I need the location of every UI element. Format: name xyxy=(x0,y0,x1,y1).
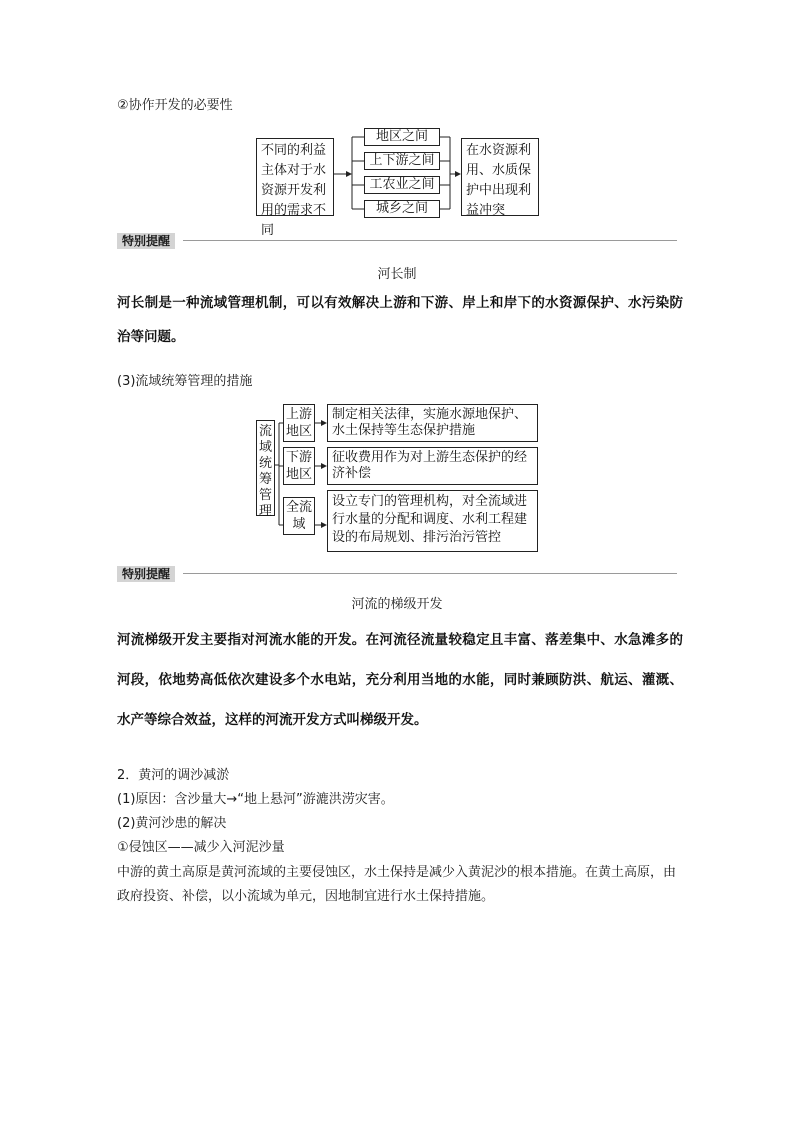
diagram2-label-whole-basin: 全流域 xyxy=(283,497,315,535)
diagram2-desc-upstream: 制定相关法律，实施水源地保护、水土保持等生态保护措施 xyxy=(327,404,538,442)
diagram1-item-upstream-downstream: 上下游之间 xyxy=(364,152,440,170)
yellow-river-reason: (1)原因：含沙量大→“地上悬河”游漉洪涝灾害。 xyxy=(117,792,394,807)
tip-bar-2 xyxy=(117,566,677,582)
section-heading-measures: (3)流域统筹管理的措施 xyxy=(117,374,253,389)
diagram1-item-urban-rural: 城乡之间 xyxy=(364,200,440,218)
yellow-river-sub-heading: (2)黄河沙患的解决 xyxy=(117,816,227,831)
tip-label-1: 特别提醒 xyxy=(117,233,175,249)
diagram2-root: 流域统筹管理 xyxy=(256,420,275,516)
diagram2-desc-downstream: 征收费用作为对上游生态保护的经济补偿 xyxy=(327,447,538,485)
diagram2-label-downstream: 下游地区 xyxy=(283,447,315,485)
tip-label-2: 特别提醒 xyxy=(117,566,175,582)
section-heading-yellow-river: 2．黄河的调沙减淤 xyxy=(117,768,230,783)
tip1-body: 河长制是一种流域管理机制，可以有效解决上游和下游、岸上和岸下的水资源保护、水污染防治等问题。 xyxy=(117,295,683,345)
yellow-river-body: 中游的黄土高原是黄河流域的主要侵蚀区，水土保持是减少入黄泥沙的根本措施。在黄土高原，由政府投资、补偿，以小流域为单元，因地制宜进行水土保持措施。 xyxy=(117,865,677,904)
diagram1-left-box: 不同的利益主体对于水资源开发利用的需求不同 xyxy=(256,138,334,216)
tip1-title: 河长制 xyxy=(377,267,417,282)
diagram1-right-box: 在水资源利用、水质保护中出现利益冲突 xyxy=(461,138,539,216)
tip2-body: 河流梯级开发主要指对河流水能的开发。在河流径流量较稳定且丰富、落差集中、水急滩多的河段，依地势高低依次建设多个水电站，充分利用当地的水能，同时兼顾防洪、航运、灌溉、水产等综合效益，这样的河流开发方式叫梯级开发。 xyxy=(117,632,683,728)
diagram1-item-industry-agriculture: 工农业之间 xyxy=(364,176,440,194)
tip2-title: 河流的梯级开发 xyxy=(351,597,443,612)
section-heading-cooperation: ②协作开发的必要性 xyxy=(117,98,233,113)
diagram2-label-upstream: 上游地区 xyxy=(283,404,315,442)
diagram2-desc-whole-basin: 设立专门的管理机构，对全流域进行水量的分配和调度、水利工程建设的布局规划、排污治污管控 xyxy=(327,490,538,552)
yellow-river-item: ①侵蚀区——减少入河泥沙量 xyxy=(117,840,285,855)
diagram1-item-regions: 地区之间 xyxy=(364,128,440,146)
tip-divider-2 xyxy=(183,573,677,574)
